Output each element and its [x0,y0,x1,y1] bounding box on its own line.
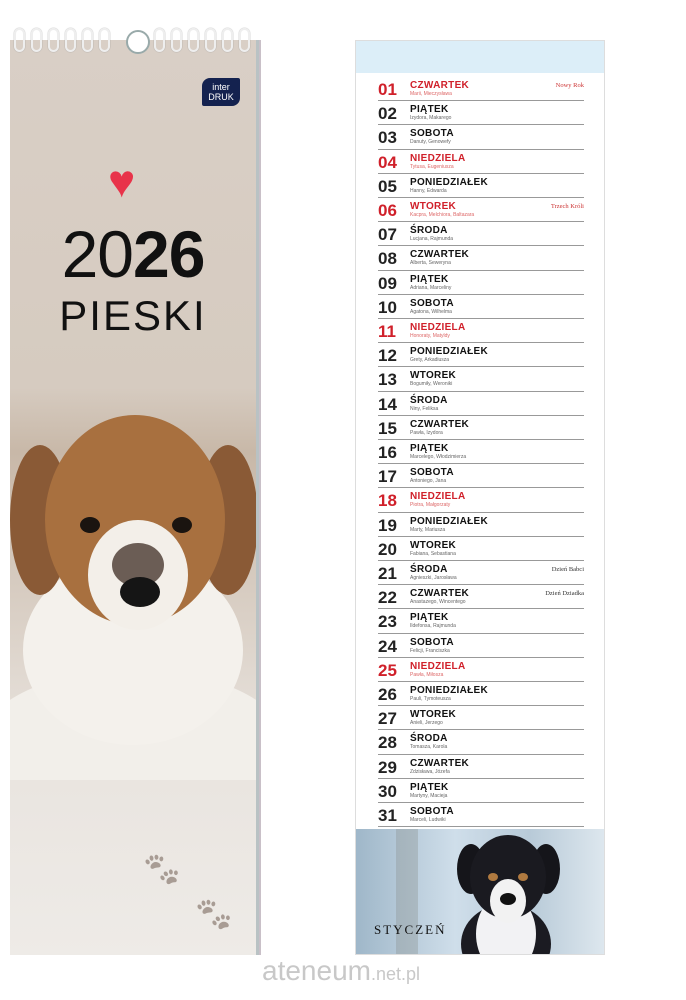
watermark-main: ateneum [262,955,371,986]
day-row [378,150,584,174]
weekday: SOBOTA [410,636,454,648]
weekday: ŚRODA [410,394,448,406]
name-days: Kacpra, Melchiora, Baltazara [410,212,475,218]
weekday: NIEDZIELA [410,660,466,672]
name-days: Piotra, Małgorzaty [410,502,451,509]
calendar-month-page [355,40,605,955]
interdruk-logo [202,78,240,106]
day-row [378,343,584,367]
day-number: 21 [378,564,397,583]
day-number: 05 [378,176,397,196]
weekday: WTOREK [410,201,457,212]
hanging-hole [126,30,150,54]
puppy-photo [10,400,256,780]
spiral-ring [14,28,25,52]
logo-text: inter [212,82,230,92]
weekday: PIĄTEK [410,104,449,116]
watermark-suffix: .net.pl [370,964,421,984]
name-days: Agatona, Wilhelma [410,308,452,315]
weekday: ŚRODA [410,564,448,575]
day-number: 24 [378,636,397,656]
day-number: 17 [378,467,397,487]
name-days: Pawła, Miłosza [410,671,444,678]
day-row [378,803,584,827]
name-days: Honoraty, Matyldy [410,333,450,339]
day-row [378,609,584,633]
name-days: Anieli, Jerzego [410,720,443,727]
day-row [378,440,584,464]
day-row [378,416,584,440]
spiral-ring [222,28,233,52]
weekday: PIĄTEK [410,781,449,793]
name-days: Zdzisława, Józefa [410,768,450,775]
name-days: Adriana, Marceliny [410,284,452,291]
day-number: 25 [378,660,397,680]
weekday: NIEDZIELA [410,152,466,164]
spiral-ring [31,28,42,52]
paw-icon: 🐾︎ [192,896,236,934]
day-number: 28 [378,733,397,753]
heart-icon: ♥ [108,155,136,207]
day-number: 07 [378,225,397,245]
day-number: 09 [378,273,397,293]
name-days: Niny, Feliksa [410,405,439,412]
day-number: 03 [378,128,397,148]
day-number: 23 [378,612,397,632]
weekday: CZWARTEK [410,757,470,769]
day-number: 13 [378,370,397,390]
name-days: Antoniego, Jana [410,478,447,485]
holiday: Nowy Rok [555,82,584,89]
day-row [378,464,584,488]
name-days: Izydora, Makarego [410,115,452,122]
name-days: Tomasza, Karola [410,744,448,751]
day-number: 20 [378,539,397,559]
holiday: Trzech Króli [550,203,584,210]
weekday: CZWARTEK [410,418,470,430]
spiral-ring [171,28,182,52]
name-days: Pawła, Izydora [410,429,443,436]
day-number: 18 [378,491,397,511]
weekday: SOBOTA [410,128,454,140]
day-number: 11 [378,322,396,341]
name-days: Hanny, Edwarda [410,187,447,194]
day-row [378,319,584,343]
day-row [378,513,584,537]
day-row [378,392,584,416]
weekday: PIĄTEK [410,612,449,624]
day-row [378,101,584,125]
name-days: Martyny, Macieja [410,792,448,799]
cover-year [10,216,256,292]
day-row [378,367,584,391]
weekday: PONIEDZIAŁEK [410,176,489,188]
name-days: Alberta, Seweryna [410,260,451,267]
day-row [378,779,584,803]
weekday: CZWARTEK [410,80,470,91]
day-number: 01 [378,80,397,99]
day-number: 19 [378,515,397,535]
weekday: PIĄTEK [410,443,449,454]
name-days: Agnieszki, Jarosława [410,575,457,581]
month-name: STYCZEŃ [374,922,447,937]
name-days: Marcelego, Włodzimierza [410,454,467,460]
day-number: 22 [378,588,397,608]
calendar-cover [10,40,256,955]
weekday: CZWARTEK [410,249,470,261]
day-row [378,755,584,779]
name-days: Tytusa, Eugeniusza [410,163,454,170]
name-days: Marii, Mieczysława [410,91,452,97]
day-number: 15 [378,418,397,438]
day-number: 26 [378,685,397,704]
name-days: Danuty, Genowefy [410,139,451,146]
name-days: Pauli, Tymoteusza [410,696,451,702]
name-days: Marty, Mariusza [410,526,446,533]
weekday: WTOREK [410,370,457,382]
year-light: 20 [61,217,133,291]
year-bold: 26 [133,217,205,291]
day-number: 31 [378,806,397,825]
spiral-ring [99,28,110,52]
day-row [378,125,584,149]
day-number: 29 [378,757,397,777]
day-row [378,488,584,512]
day-number: 06 [378,201,397,220]
spiral-ring [239,28,250,52]
weekday: PONIEDZIAŁEK [410,346,489,358]
weekday: SOBOTA [410,297,454,309]
spiral-ring [48,28,59,52]
name-days: Anastazego, Wincentego [410,599,466,606]
spiral-ring [65,28,76,52]
day-row [378,198,584,222]
weekday: ŚRODA [410,733,448,745]
day-row [378,246,584,270]
month-photo [356,829,604,954]
paw-icon: 🐾︎ [140,851,184,889]
spiral-ring [82,28,93,52]
day-number: 10 [378,297,397,317]
spiral-ring [188,28,199,52]
day-row [378,682,584,706]
day-number: 16 [378,443,397,462]
day-row [378,174,584,198]
holiday: Dzień Dziadka [545,590,584,598]
weekday: CZWARTEK [410,588,470,600]
weekday: NIEDZIELA [410,491,466,503]
day-number: 27 [378,709,397,729]
name-days: Fabiana, Sebastiana [410,550,456,557]
top-band [356,41,604,73]
weekday: SOBOTA [410,806,454,817]
weekday: SOBOTA [410,467,454,479]
name-days: Marceli, Ludwiki [410,817,446,823]
day-row [378,77,584,101]
weekday: PONIEDZIAŁEK [410,685,489,696]
day-number: 08 [378,249,397,269]
spiral-ring [154,28,165,52]
weekday: NIEDZIELA [410,322,466,333]
holiday: Dzień Babci [551,566,584,573]
logo-text: DRUK [208,92,234,102]
day-row [378,537,584,561]
day-row [378,222,584,246]
weekday: WTOREK [410,539,457,551]
weekday: ŚRODA [410,225,448,237]
day-row [378,706,584,730]
day-number: 04 [378,152,397,172]
name-days: Grety, Arkadiusza [410,357,450,364]
day-number: 14 [378,394,397,414]
watermark [262,955,420,987]
day-number: 12 [378,346,397,366]
weekday: PONIEDZIAŁEK [410,515,489,527]
day-number: 30 [378,781,397,801]
day-number: 02 [378,104,397,124]
weekday: WTOREK [410,709,457,721]
day-row [378,634,584,658]
name-days: Felicji, Franciszka [410,647,450,654]
day-row [378,658,584,682]
name-days: Bogumiły, Weroniki [410,381,453,388]
weekday: PIĄTEK [410,273,449,285]
spiral-ring [205,28,216,52]
name-days: Lucjana, Rajmunda [410,236,454,243]
day-row [378,585,584,609]
name-days: Ildefonsa, Rajmunda [410,623,456,630]
day-row [378,295,584,319]
day-row [378,271,584,295]
day-row [378,561,584,585]
cover-title: PIESKI [59,292,207,339]
day-row [378,730,584,754]
